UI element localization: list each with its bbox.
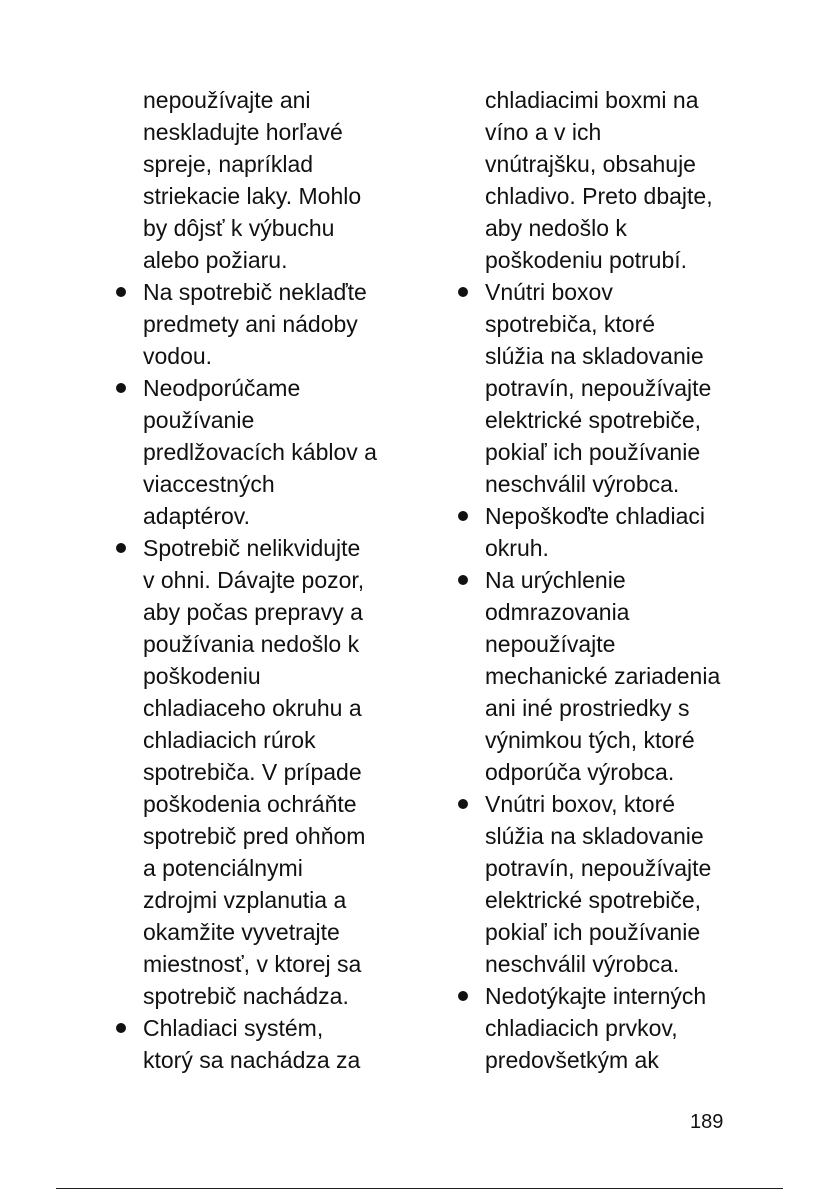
left-text-line: striekacie laky. Mohlo [143, 183, 362, 209]
left-text-line: predlžovacích káblov a [143, 439, 377, 465]
left-text-line: spreje, napríklad [143, 151, 314, 177]
right-bullet-line: Vnútri boxov [452, 276, 742, 308]
right-text-line: výnimkou tých, ktoré [485, 727, 695, 753]
left-bullet-line: Chladiaci systém, [110, 1012, 390, 1044]
right-text-line: chladiacimi boxmi na [485, 87, 699, 113]
right-text-line: ani iné prostriedky s [485, 695, 690, 721]
left-text-line: nepoužívajte ani [143, 87, 311, 113]
left-text-line: chladiaceho okruhu a [143, 695, 362, 721]
page-number: 189 [690, 1111, 724, 1133]
left-text-line: by dôjsť k výbuchu [143, 215, 335, 241]
right-text-line: spotrebiča, ktoré [485, 311, 656, 337]
right-text-line: slúžia na skladovanie [485, 823, 704, 849]
right-text-line: mechanické zariadenia [485, 663, 721, 689]
left-text-line: poškodenia ochráňte [143, 791, 357, 817]
left-text-line: vodou. [143, 343, 213, 369]
footer-rule [56, 1188, 783, 1189]
right-text-line: slúžia na skladovanie [485, 343, 704, 369]
right-bullet-line: Na urýchlenie [452, 564, 742, 596]
left-text-line: ktorý sa nachádza za [143, 1047, 361, 1073]
left-text-line: alebo požiaru. [143, 247, 288, 273]
left-text-line: používanie [143, 407, 255, 433]
left-text-line: chladiacich rúrok [143, 727, 316, 753]
right-text-line: víno a v ich [485, 119, 602, 145]
left-text-line: v ohni. Dávajte pozor, [143, 567, 365, 593]
right-text-line: elektrické spotrebiče, [485, 407, 702, 433]
right-text-line: vnútrajšku, obsahuje [485, 151, 696, 177]
left-text-line: spotrebič nachádza. [143, 983, 349, 1009]
right-text-line: chladivo. Preto dbajte, [485, 183, 713, 209]
left-text-line: spotrebiča. V prípade [143, 759, 362, 785]
right-text-line: aby nedošlo k [485, 215, 627, 241]
right-text-line: chladiacich prvkov, [485, 1015, 678, 1041]
left-text-line: spotrebič pred ohňom [143, 823, 366, 849]
left-text-line: neskladujte horľavé [143, 119, 343, 145]
left-text-line: predmety ani nádoby [143, 311, 358, 337]
right-text-line: potravín, nepoužívajte [485, 855, 712, 881]
right-text-line: neschválil výrobca. [485, 471, 680, 497]
left-text-column [110, 84, 390, 1076]
right-text-column [452, 84, 742, 1076]
left-text-line: používania nedošlo k [143, 631, 360, 657]
right-text-line: odmrazovania [485, 599, 630, 625]
right-text-line: poškodeniu potrubí. [485, 247, 688, 273]
right-text-line: neschválil výrobca. [485, 951, 680, 977]
left-bullet-line: Neodporúčame [110, 372, 390, 404]
right-text-line: predovšetkým ak [485, 1047, 659, 1073]
right-bullet-line: Nedotýkajte interných [452, 980, 742, 1012]
right-bullet-line: Vnútri boxov, ktoré [452, 788, 742, 820]
left-text-line: adaptérov. [143, 503, 250, 529]
right-text-line: elektrické spotrebiče, [485, 887, 702, 913]
left-text-line: poškodeniu [143, 663, 261, 689]
left-text-line: okamžite vyvetrajte [143, 919, 340, 945]
left-text-line: miestnosť, v ktorej sa [143, 951, 362, 977]
left-text-line: zdrojmi vzplanutia a [143, 887, 347, 913]
left-text-line: aby počas prepravy a [143, 599, 363, 625]
left-bullet-line: Spotrebič nelikvidujte [110, 532, 390, 564]
right-bullet-line: Nepoškoďte chladiaci [452, 500, 742, 532]
left-text-line: a potenciálnymi [143, 855, 303, 881]
right-text-line: okruh. [485, 535, 549, 561]
right-text-line: pokiaľ ich používanie [485, 439, 701, 465]
right-text-line: potravín, nepoužívajte [485, 375, 712, 401]
right-text-line: odporúča výrobca. [485, 759, 675, 785]
left-text-line: viaccestných [143, 471, 275, 497]
right-text-line: nepoužívajte [485, 631, 616, 657]
right-text-line: pokiaľ ich používanie [485, 919, 701, 945]
left-bullet-line: Na spotrebič neklaďte [110, 276, 390, 308]
